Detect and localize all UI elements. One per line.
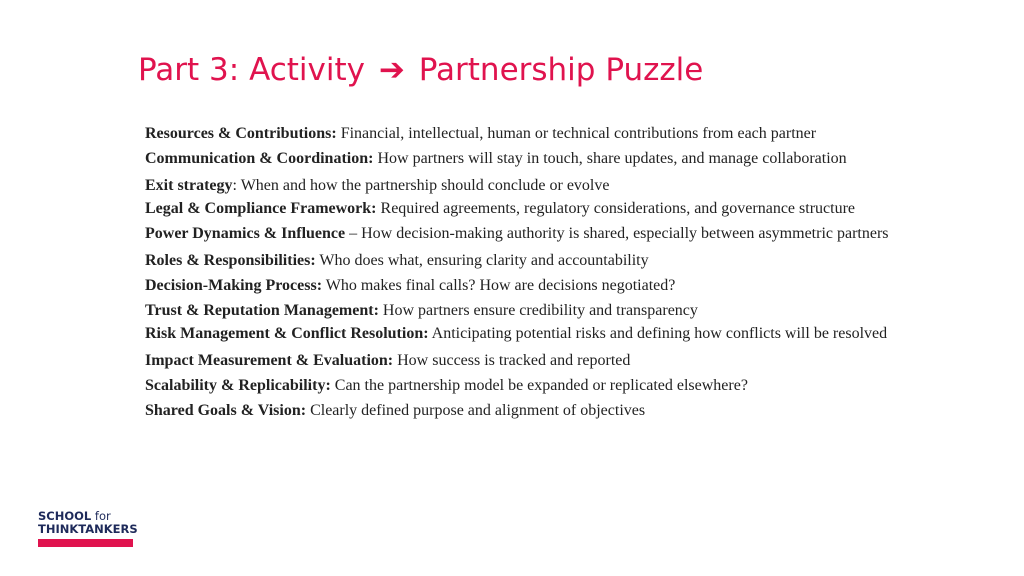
item-term: Legal & Compliance Framework: (145, 200, 377, 217)
list-item (145, 302, 965, 319)
item-term: Decision-Making Process: (145, 277, 323, 294)
item-text: Can the partnership model be expanded or replicated elsewhere? (330, 377, 748, 394)
item-text: Who makes final calls? How are decisions negotiated? (322, 277, 676, 294)
list-item (145, 277, 965, 294)
item-term: Roles & Responsibilities: (145, 252, 316, 269)
item-term: Shared Goals & Vision: (145, 402, 307, 419)
item-term: Resources & Contributions: (145, 125, 337, 142)
logo (38, 509, 138, 547)
item-text: Financial, intellectual, human or technical contributions from each partner (336, 125, 817, 142)
item-term: Trust & Reputation Management: (145, 302, 379, 319)
item-text: How success is tracked and reported (393, 352, 631, 369)
list-item (145, 402, 965, 419)
item-term: Exit strategy (145, 177, 233, 194)
list-item (145, 252, 965, 269)
item-term: Risk Management & Conflict Resolution: (145, 325, 429, 342)
item-list (145, 127, 965, 427)
item-term: Power Dynamics & Influence (145, 225, 346, 242)
item-text: How partners ensure credibility and transparency (378, 302, 698, 319)
page-title (138, 52, 703, 88)
item-text: How partners will stay in touch, share updates, and manage collaboration (373, 150, 847, 167)
list-item (145, 177, 965, 194)
list-item (145, 127, 965, 141)
item-text: Required agreements, regulatory considerations, and governance structure (376, 200, 855, 217)
item-text: : When and how the partnership should conclude or evolve (232, 177, 610, 194)
item-term: Impact Measurement & Evaluation: (145, 352, 394, 369)
arrow-right-icon: ➔ (378, 52, 405, 88)
title-main: Part 3: Activity (138, 52, 366, 88)
list-item (145, 352, 965, 369)
logo-school: SCHOOL (38, 509, 92, 523)
item-term: Communication & Coordination: (145, 150, 374, 167)
title-sub: Partnership Puzzle (418, 52, 704, 88)
item-text: Anticipating potential risks and defining how conflicts will be resolved (428, 325, 888, 342)
list-item (145, 202, 965, 216)
list-item (145, 152, 965, 166)
item-term: Scalability & Replicability: (145, 377, 331, 394)
item-text: – How decision-making authority is shared, especially between asymmetric partners (345, 225, 889, 242)
logo-line-2: THINKTANKERS (38, 522, 138, 536)
item-text: Who does what, ensuring clarity and accountability (315, 252, 649, 269)
logo-for: for (91, 509, 111, 523)
list-item (145, 227, 965, 241)
list-item (145, 327, 965, 341)
logo-bar (38, 539, 133, 547)
item-text: Clearly defined purpose and alignment of objectives (306, 402, 646, 419)
list-item (145, 377, 965, 394)
